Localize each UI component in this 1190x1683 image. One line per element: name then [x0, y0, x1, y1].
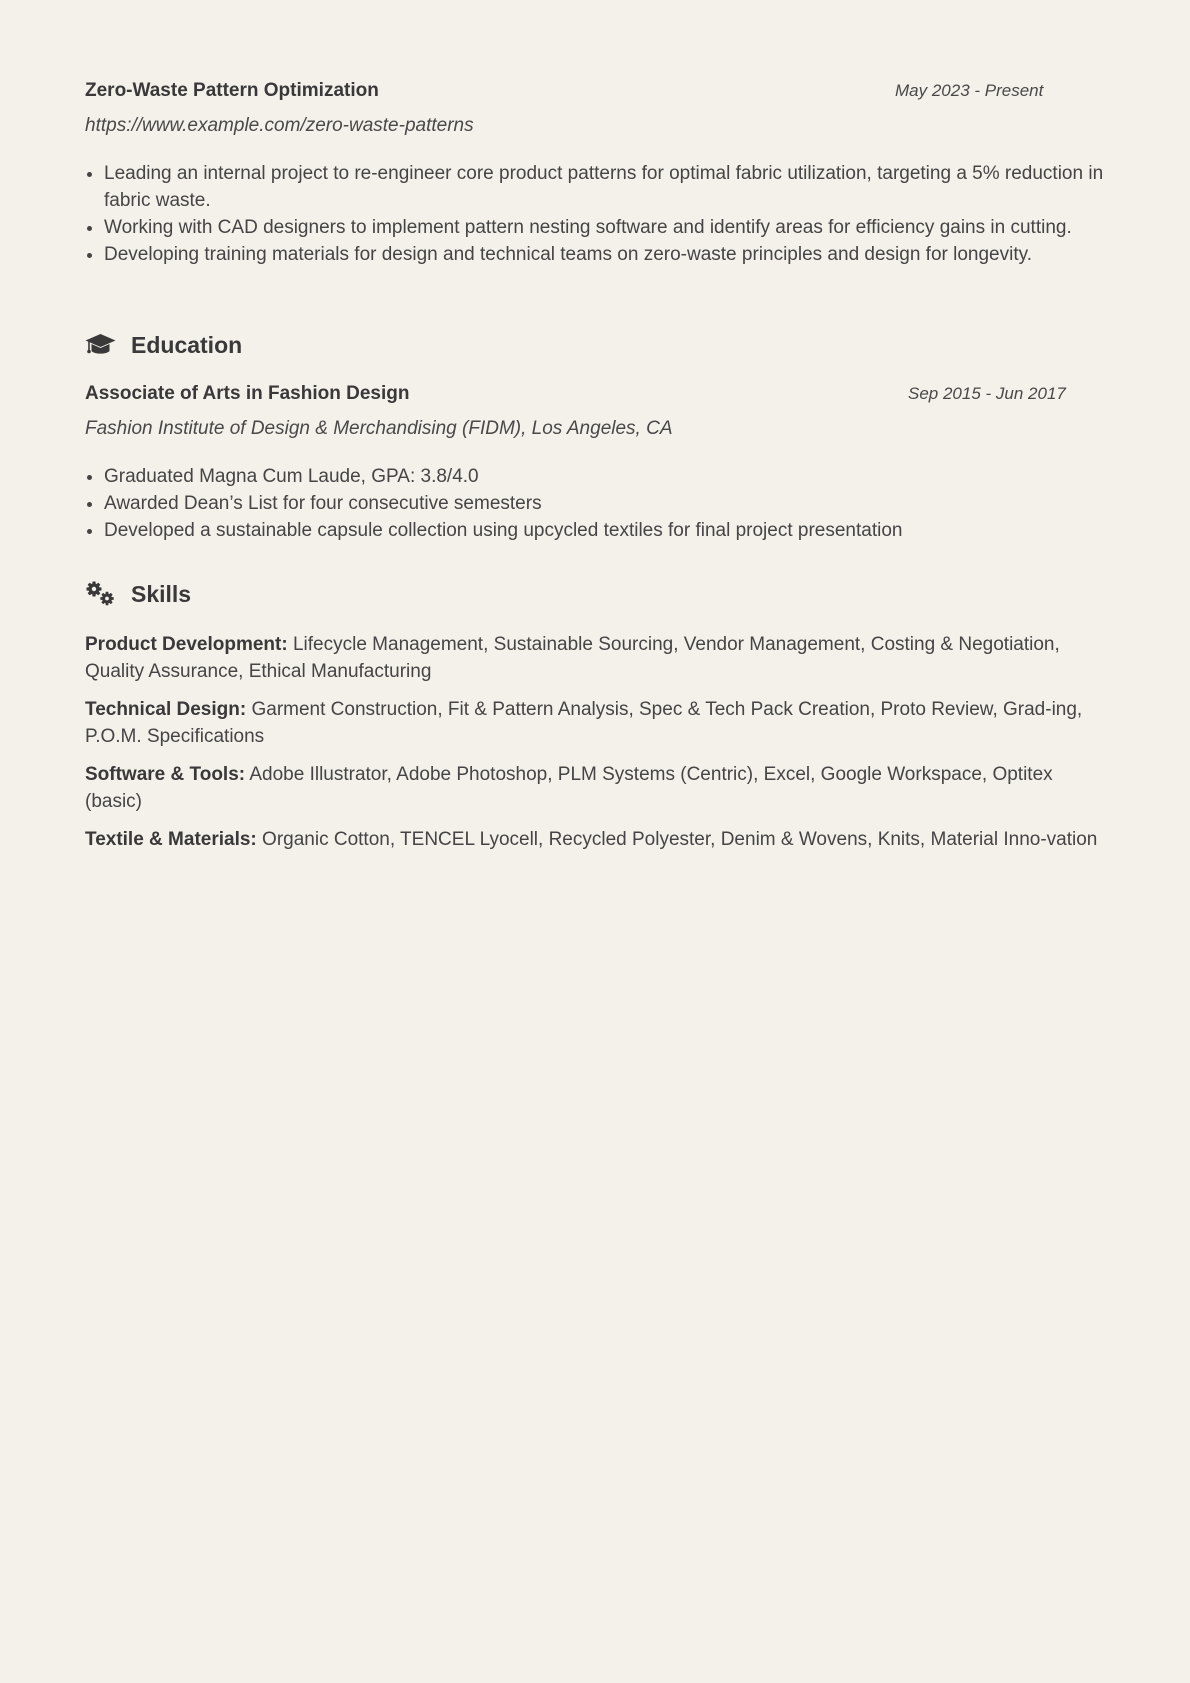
- education-bullets: [85, 463, 1105, 544]
- project-bullets: [85, 160, 1105, 268]
- skills-list: [85, 631, 1105, 864]
- skills-heading: Skills: [131, 580, 192, 607]
- list-item: Awarded Dean’s List for four consecutive semesters: [85, 490, 1105, 517]
- skill-label: Technical Design:: [85, 699, 247, 720]
- project-header: [85, 80, 1068, 102]
- list-item: Developing training materials for design and technical teams on zero-waste principles and design for longevity.: [85, 241, 1105, 268]
- skill-row-software-tools: [85, 761, 1105, 815]
- skill-label: Textile & Materials:: [85, 829, 257, 850]
- education-entry-header: [85, 383, 1068, 405]
- skills-section-header: [85, 579, 191, 609]
- education-date: Sep 2015 - Jun 2017: [908, 384, 1066, 403]
- skill-value: Garment Construction, Fit & Pattern Analysis, Spec & Tech Pack Creation, Proto Review, Grad-ing, P.O.M. Specifications: [85, 699, 1083, 747]
- project-entry: [85, 80, 1068, 102]
- education-head-row: [85, 383, 1068, 405]
- education-school: Fashion Institute of Design & Merchandising (FIDM), Los Angeles, CA: [85, 418, 673, 439]
- skill-value: Organic Cotton, TENCEL Lyocell, Recycled Polyester, Denim & Wovens, Knits, Material Inno-vation: [262, 829, 1098, 850]
- education-degree: Associate of Arts in Fashion Design: [85, 383, 410, 404]
- skill-value: Adobe Illustrator, Adobe Photoshop, PLM Systems (Centric), Excel, Google Workspace, Optitex (basic): [85, 764, 1053, 812]
- skill-row-textile-materials: [85, 826, 1105, 853]
- list-item: Working with CAD designers to implement pattern nesting software and identify areas for efficiency gains in cutting.: [85, 214, 1105, 241]
- education-section-header: [85, 330, 242, 360]
- list-item: Leading an internal project to re-engineer core product patterns for optimal fabric utilization, targeting a 5% reduction in fabric waste.: [85, 160, 1105, 214]
- project-link[interactable]: https://www.example.com/zero-waste-patterns: [85, 115, 474, 136]
- skill-label: Product Development:: [85, 634, 288, 655]
- gears-icon: [85, 580, 117, 608]
- list-item: Developed a sustainable capsule collection using upcycled textiles for final project presentation: [85, 517, 1105, 544]
- graduation-cap-icon: [85, 331, 117, 359]
- skill-row-product-development: [85, 631, 1105, 685]
- education-heading: Education: [131, 331, 243, 358]
- skill-label: Software & Tools:: [85, 764, 246, 785]
- list-item: Graduated Magna Cum Laude, GPA: 3.8/4.0: [85, 463, 1105, 490]
- project-date: May 2023 - Present: [895, 81, 1044, 100]
- skill-value: Lifecycle Management, Sustainable Sourcing, Vendor Management, Costing & Negotiation, Quality Assurance, Ethical Manufacturing: [85, 634, 1060, 682]
- skill-row-technical-design: [85, 696, 1105, 750]
- project-title: Zero-Waste Pattern Optimization: [85, 80, 379, 101]
